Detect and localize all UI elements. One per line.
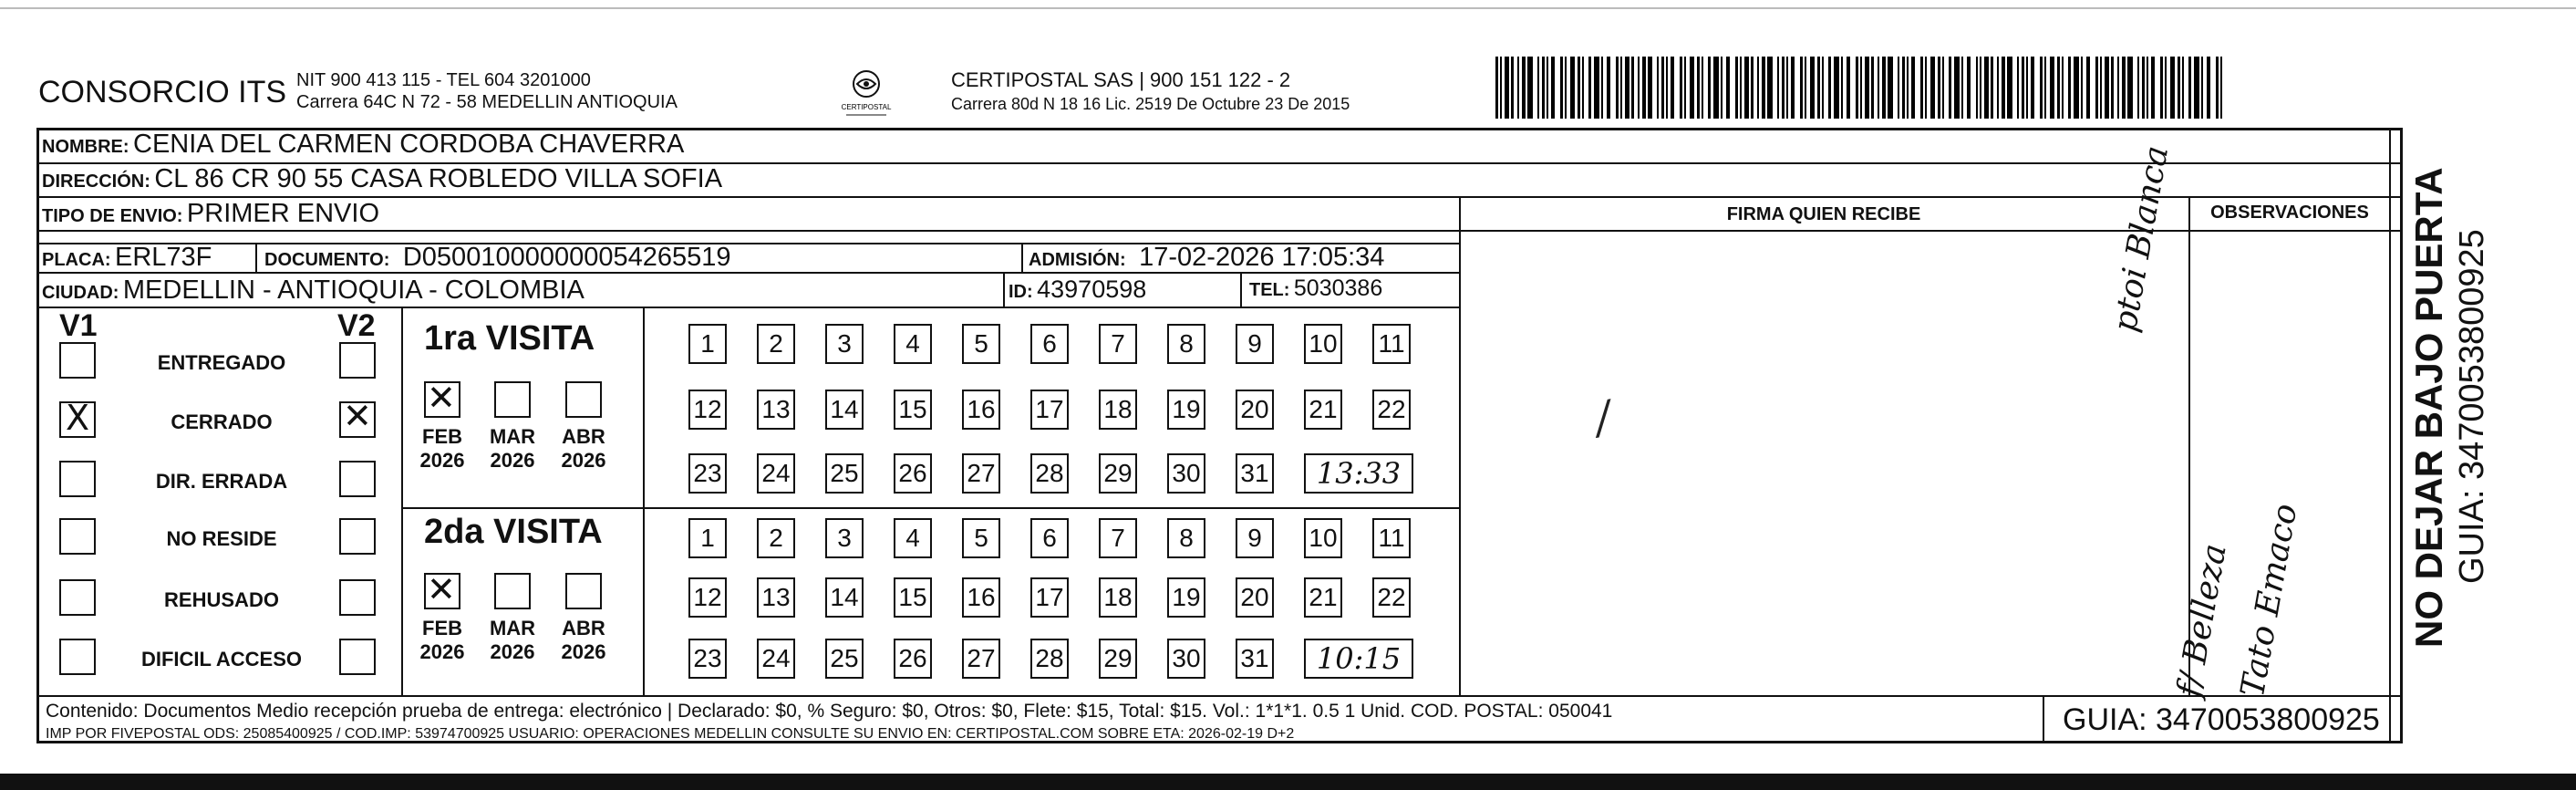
month-year: 2026 — [561, 449, 606, 472]
barcode-bar — [1949, 57, 1951, 119]
documento-label: DOCUMENTO: — [264, 250, 390, 270]
visit-time-box: 10:15 — [1304, 639, 1413, 679]
company-address: Carrera 64C N 72 - 58 MEDELLIN ANTIOQUIA — [296, 92, 678, 112]
certipostal-address: Carrera 80d N 18 16 Lic. 2519 De Octubre 23 De 2015 — [951, 95, 1350, 113]
rule — [401, 307, 403, 696]
day-box[interactable]: 5 — [962, 324, 1000, 364]
barcode-bar — [2050, 57, 2054, 119]
barcode-bar — [2165, 57, 2167, 119]
barcode-bar — [1666, 57, 1668, 119]
barcode-bar — [1991, 57, 1993, 119]
barcode-bar — [1907, 57, 1909, 119]
month-name: MAR — [489, 425, 536, 448]
day-box[interactable]: 24 — [757, 639, 795, 679]
v1-status-checkbox[interactable] — [59, 639, 96, 675]
barcode-bar — [1570, 57, 1575, 119]
barcode-bar — [1500, 57, 1502, 119]
admision-label: ADMISIÓN: — [1029, 250, 1126, 270]
placa-row — [42, 243, 212, 273]
check-mark-icon: X — [66, 398, 90, 438]
v2-status-checkbox[interactable] — [339, 342, 376, 379]
day-box[interactable]: 25 — [825, 453, 864, 494]
barcode-bar — [2022, 57, 2024, 119]
documento-row — [264, 243, 731, 273]
barcode-bar — [1757, 57, 1759, 119]
rule — [643, 307, 645, 696]
month-label — [556, 617, 611, 664]
ciudad-label: CIUDAD: — [42, 283, 119, 303]
month-year: 2026 — [561, 640, 606, 663]
nombre-row — [42, 130, 684, 160]
day-box[interactable]: 28 — [1030, 639, 1069, 679]
barcode-bar — [2100, 57, 2102, 119]
barcode-bar — [2178, 57, 2180, 119]
rule — [36, 196, 2403, 198]
rule — [401, 507, 1459, 509]
barcode-bar — [1713, 57, 1719, 119]
certipostal-name: CERTIPOSTAL SAS | 900 151 122 - 2 — [951, 68, 1291, 91]
barcode-bar — [1888, 57, 1893, 119]
barcode-bar — [1805, 57, 1806, 119]
day-box[interactable]: 29 — [1099, 453, 1137, 494]
barcode-bar — [1898, 57, 1899, 119]
ciudad-row — [42, 275, 585, 306]
barcode-bar — [1786, 57, 1788, 119]
day-box[interactable]: 26 — [894, 453, 932, 494]
barcode-bar — [2105, 57, 2109, 119]
barcode-bar — [1817, 57, 1820, 119]
barcode-bar — [2111, 57, 2114, 119]
day-box[interactable]: 2 — [757, 518, 795, 558]
month-name: FEB — [422, 617, 462, 639]
month-year: 2026 — [490, 449, 535, 472]
barcode-bar — [1721, 57, 1723, 119]
barcode-bar — [1911, 57, 1915, 119]
barcode-bar — [1657, 57, 1659, 119]
v2-status-checkbox[interactable] — [339, 579, 376, 616]
status-label: DIFICIL ACCESO — [140, 648, 302, 670]
day-box[interactable]: 26 — [894, 639, 932, 679]
observaciones-label: OBSERVACIONES — [2210, 203, 2369, 223]
barcode-bar — [2182, 57, 2184, 119]
rule — [2043, 696, 2044, 743]
rule — [2389, 128, 2391, 743]
v1-status-checkbox[interactable] — [59, 579, 96, 616]
rule — [36, 307, 1459, 308]
barcode-bar — [2201, 57, 2203, 119]
check-mark-icon: ✕ — [427, 569, 456, 609]
company-name: CONSORCIO ITS — [38, 75, 287, 109]
barcode-bar — [1938, 57, 1940, 119]
day-box[interactable]: 10 — [1304, 324, 1342, 364]
day-box[interactable]: 29 — [1099, 639, 1137, 679]
direccion-row — [42, 164, 722, 194]
day-box[interactable]: 13 — [757, 577, 795, 618]
firma-label: FIRMA QUIEN RECIBE — [1726, 204, 1921, 224]
day-box[interactable]: 9 — [1236, 324, 1274, 364]
v1-label: V1 — [59, 308, 98, 343]
barcode-bar — [2062, 57, 2064, 119]
tel-label: TEL: — [1249, 280, 1290, 300]
day-box[interactable]: 16 — [962, 390, 1000, 430]
month-label — [415, 425, 470, 473]
admision-value: 17-02-2026 17:05:34 — [1139, 243, 1385, 272]
day-box[interactable]: 5 — [962, 518, 1000, 558]
rule — [255, 244, 257, 273]
check-mark-icon: ✕ — [343, 396, 372, 436]
barcode-bar — [1511, 57, 1514, 119]
day-box[interactable]: 12 — [688, 577, 727, 618]
barcode-bar — [2057, 57, 2060, 119]
day-box[interactable]: 3 — [825, 324, 864, 364]
barcode-bar — [1680, 57, 1682, 119]
barcode-bar — [2068, 57, 2071, 119]
status-label: DIR. ERRADA — [155, 470, 288, 493]
barcode-bar — [1601, 57, 1603, 119]
day-box[interactable]: 7 — [1099, 518, 1137, 558]
barcode-bar — [2002, 57, 2005, 119]
barcode-bar — [1551, 57, 1555, 119]
bottom-bar — [0, 774, 2576, 790]
day-box[interactable]: 31 — [1236, 639, 1274, 679]
footer-imp: IMP POR FIVEPOSTAL ODS: 25085400925 / COD.IMP: 53974700925 USUARIO: OPERACIONES MEDELLIN CONSULTE SU ENVIO EN: CERTIPOSTAL.COM SOBRE ETA: 2026-02-19 D+2 — [46, 726, 1295, 742]
guia-vertical: GUIA: 3470053800925 — [2453, 229, 2491, 584]
barcode-bar — [1565, 57, 1567, 119]
visita1-title: 1ra VISITA — [424, 319, 595, 358]
day-box[interactable]: 4 — [894, 518, 932, 558]
visit-time-box: 13:33 — [1304, 453, 1413, 494]
month-label — [415, 617, 470, 664]
barcode-bar — [1882, 57, 1886, 119]
barcode-bar — [2031, 57, 2034, 119]
day-box[interactable]: 27 — [962, 453, 1000, 494]
barcode-bar — [1834, 57, 1839, 119]
id-row — [1009, 275, 1146, 304]
barcode-bar — [1607, 57, 1610, 119]
barcode-bar — [2117, 57, 2119, 119]
barcode-bar — [1744, 57, 1749, 119]
barcode-bar — [1560, 57, 1563, 119]
barcode-bar — [1997, 57, 1999, 119]
barcode-bar — [2086, 57, 2090, 119]
placa-value: ERL73F — [115, 243, 212, 272]
barcode-bar — [2074, 57, 2079, 119]
barcode-bar — [2151, 57, 2155, 119]
day-box[interactable]: 17 — [1030, 577, 1069, 618]
barcode-bar — [1782, 57, 1785, 119]
signature-mark: / — [1591, 391, 1615, 444]
day-box[interactable]: 11 — [1372, 518, 1411, 558]
footer-guia: GUIA: 3470053800925 — [2063, 702, 2380, 737]
barcode-bar — [1878, 57, 1879, 119]
v2-label: V2 — [337, 308, 376, 343]
barcode-bar — [2026, 57, 2028, 119]
barcode-bar — [1847, 57, 1850, 119]
tel-row — [1249, 275, 1382, 302]
day-box[interactable]: 19 — [1167, 390, 1205, 430]
month-year: 2026 — [419, 640, 465, 663]
barcode-bar — [2040, 57, 2043, 119]
documento-value: D050010000000054265519 — [402, 243, 731, 272]
barcode-bar — [1865, 57, 1869, 119]
barcode-bar — [1690, 57, 1694, 119]
day-box[interactable]: 3 — [825, 518, 864, 558]
barcode-bar — [2081, 57, 2083, 119]
barcode-bar — [1582, 57, 1584, 119]
rule — [36, 230, 2403, 232]
barcode-bar — [1661, 57, 1664, 119]
day-box[interactable]: 24 — [757, 453, 795, 494]
barcode-bar — [1616, 57, 1619, 119]
barcode-bar — [1735, 57, 1738, 119]
month-year: 2026 — [419, 449, 465, 472]
v2-status-checkbox[interactable] — [339, 639, 376, 675]
barcode-bar — [2194, 57, 2199, 119]
barcode-bar — [1777, 57, 1779, 119]
day-box[interactable]: 1 — [688, 518, 727, 558]
barcode-bar — [1671, 57, 1674, 119]
barcode-bar — [2160, 57, 2163, 119]
day-box[interactable]: 27 — [962, 639, 1000, 679]
barcode-bar — [2044, 57, 2046, 119]
barcode-bar — [2127, 57, 2133, 119]
month-checkbox[interactable] — [494, 381, 531, 418]
day-box[interactable]: 1 — [688, 324, 727, 364]
barcode-bar — [2142, 57, 2145, 119]
barcode-bar — [1810, 57, 1815, 119]
barcode-bar — [1495, 57, 1498, 119]
month-name: ABR — [562, 617, 605, 639]
top-rule — [0, 7, 2576, 9]
day-box[interactable]: 20 — [1236, 577, 1274, 618]
barcode-bar — [1702, 57, 1703, 119]
day-box[interactable]: 18 — [1099, 390, 1137, 430]
handwriting-line-3: Tato Emaco — [2234, 501, 2305, 701]
footer-contenido: Contenido: Documentos Medio recepción prueba de entrega: electrónico | Declarado: $0, % Seguro: $0, Otros: $0, Flete: $15, Total: $15. Vol.: 1*1*1. 0.5 1 Unid. COD. POSTAL: 050041 — [46, 701, 1613, 722]
visita2-title: 2da VISITA — [424, 513, 603, 551]
month-name: MAR — [489, 617, 536, 639]
day-box[interactable]: 30 — [1167, 453, 1205, 494]
barcode-bar — [1697, 57, 1700, 119]
status-label: REHUSADO — [164, 588, 279, 611]
barcode-bar — [1517, 57, 1519, 119]
barcode-bar — [1791, 57, 1795, 119]
month-name: FEB — [422, 425, 462, 448]
barcode-bar — [1625, 57, 1629, 119]
barcode-bar — [2095, 57, 2098, 119]
barcode-bar — [2137, 57, 2139, 119]
day-box[interactable]: 14 — [825, 390, 864, 430]
day-box[interactable]: 30 — [1167, 639, 1205, 679]
day-box[interactable]: 6 — [1030, 518, 1069, 558]
barcode-bar — [2188, 57, 2191, 119]
admision-row — [1029, 243, 1384, 273]
day-box[interactable]: 31 — [1236, 453, 1274, 494]
status-label: ENTREGADO — [157, 351, 286, 374]
day-box[interactable]: 28 — [1030, 453, 1069, 494]
check-mark-icon: ✕ — [427, 378, 456, 418]
direccion-label: DIRECCIÓN: — [42, 172, 150, 192]
barcode-bar — [1648, 57, 1653, 119]
barcode-bar — [1902, 57, 1905, 119]
v1-status-checkbox[interactable] — [59, 461, 96, 497]
day-box[interactable]: 18 — [1099, 577, 1137, 618]
barcode-bar — [1638, 57, 1640, 119]
day-box[interactable]: 8 — [1167, 518, 1205, 558]
month-label — [556, 425, 611, 473]
day-box[interactable]: 19 — [1167, 577, 1205, 618]
barcode-bar — [1620, 57, 1622, 119]
id-label: ID: — [1009, 282, 1033, 302]
no-dejar-bajo-puerta: NO DEJAR BAJO PUERTA — [2407, 167, 2450, 648]
day-box[interactable]: 9 — [1236, 518, 1274, 558]
barcode-bar — [1708, 57, 1711, 119]
day-box[interactable]: 21 — [1304, 577, 1342, 618]
barcode-bar — [1841, 57, 1843, 119]
v2-status-checkbox[interactable] — [339, 518, 376, 555]
month-label — [485, 425, 540, 473]
barcode-bar — [1920, 57, 1923, 119]
barcode-bar — [1871, 57, 1874, 119]
placa-label: PLACA: — [42, 250, 111, 270]
barcode-bar — [2220, 57, 2222, 119]
barcode-bar — [2147, 57, 2148, 119]
month-name: ABR — [562, 425, 605, 448]
day-box[interactable]: 4 — [894, 324, 932, 364]
barcode-bar — [1684, 57, 1686, 119]
certipostal-logo — [839, 68, 894, 119]
barcode-bar — [1751, 57, 1754, 119]
rule — [36, 695, 2403, 697]
rule — [1021, 244, 1023, 273]
barcode-bar — [1856, 57, 1858, 119]
barcode-bar — [1740, 57, 1742, 119]
tipo-label: TIPO DE ENVIO: — [42, 206, 183, 226]
day-box[interactable]: 6 — [1030, 324, 1069, 364]
barcode-bar — [1505, 57, 1509, 119]
day-box[interactable]: 17 — [1030, 390, 1069, 430]
tipo-row — [42, 199, 379, 229]
barcode-bar — [1537, 57, 1539, 119]
day-box[interactable]: 23 — [688, 453, 727, 494]
nombre-value: CENIA DEL CARMEN CORDOBA CHAVERRA — [133, 130, 685, 159]
month-checkbox[interactable] — [494, 573, 531, 609]
day-box[interactable]: 10 — [1304, 518, 1342, 558]
tipo-value: PRIMER ENVIO — [186, 199, 380, 228]
barcode-bar — [1954, 57, 1960, 119]
rule — [1003, 273, 1005, 307]
barcode-bar — [1527, 57, 1533, 119]
barcode-bar — [1594, 57, 1599, 119]
barcode-bar — [2122, 57, 2126, 119]
day-box[interactable]: 23 — [688, 639, 727, 679]
nombre-label: NOMBRE: — [42, 137, 129, 157]
barcode-bar — [2017, 57, 2019, 119]
barcode-bar — [1578, 57, 1580, 119]
day-box[interactable]: 22 — [1372, 390, 1411, 430]
month-label — [485, 617, 540, 664]
barcode-bar — [1547, 57, 1548, 119]
barcode-bar — [1522, 57, 1526, 119]
day-box[interactable]: 15 — [894, 577, 932, 618]
barcode-bar — [1642, 57, 1646, 119]
barcode-bar — [1961, 57, 1963, 119]
barcode-bar — [1984, 57, 1989, 119]
day-box[interactable]: 25 — [825, 639, 864, 679]
day-box[interactable]: 22 — [1372, 577, 1411, 618]
handwriting-line-1: ptoi Blanca — [2106, 142, 2177, 336]
barcode-bar — [1980, 57, 1981, 119]
barcode-bar — [1542, 57, 1545, 119]
tel-value: 5030386 — [1293, 275, 1383, 301]
direccion-value: CL 86 CR 90 55 CASA ROBLEDO VILLA SOFIA — [154, 164, 723, 193]
id-value: 43970598 — [1037, 275, 1147, 303]
rule — [1459, 197, 1461, 696]
barcode-bar — [1588, 57, 1591, 119]
barcode-bar — [2216, 57, 2219, 119]
barcode-bar — [1976, 57, 1979, 119]
barcode-bar — [2207, 57, 2210, 119]
barcode-bar — [1800, 57, 1803, 119]
ciudad-value: MEDELLIN - ANTIOQUIA - COLOMBIA — [122, 275, 585, 305]
barcode-bar — [1925, 57, 1927, 119]
day-box[interactable]: 2 — [757, 324, 795, 364]
barcode-bar — [1967, 57, 1971, 119]
barcode-bar — [1631, 57, 1634, 119]
barcode-bar — [1942, 57, 1944, 119]
status-label: CERRADO — [171, 411, 273, 433]
day-box[interactable]: 14 — [825, 577, 864, 618]
handwriting-line-2: f/ Belleza — [2170, 541, 2234, 701]
day-box[interactable]: 16 — [962, 577, 1000, 618]
barcode-bar — [2007, 57, 2012, 119]
barcode-bar — [1828, 57, 1831, 119]
month-checkbox[interactable] — [565, 381, 602, 418]
month-year: 2026 — [490, 640, 535, 663]
barcode-bar — [1930, 57, 1935, 119]
month-checkbox[interactable] — [565, 573, 602, 609]
barcode-bar — [1762, 57, 1765, 119]
day-box[interactable]: 8 — [1167, 324, 1205, 364]
day-box[interactable]: 20 — [1236, 390, 1274, 430]
company-nit-tel: NIT 900 413 115 - TEL 604 3201000 — [296, 70, 591, 90]
v1-status-checkbox[interactable] — [59, 518, 96, 555]
day-box[interactable]: 11 — [1372, 324, 1411, 364]
barcode — [1495, 57, 2225, 119]
barcode-bar — [1726, 57, 1730, 119]
v1-status-checkbox[interactable] — [59, 342, 96, 379]
day-box[interactable]: 7 — [1099, 324, 1137, 364]
day-box[interactable]: 15 — [894, 390, 932, 430]
day-box[interactable]: 12 — [688, 390, 727, 430]
v2-status-checkbox[interactable] — [339, 461, 376, 497]
barcode-bar — [1860, 57, 1862, 119]
barcode-bar — [1767, 57, 1773, 119]
day-box[interactable]: 21 — [1304, 390, 1342, 430]
barcode-bar — [1822, 57, 1824, 119]
status-label: NO RESIDE — [166, 527, 277, 550]
rule — [1240, 273, 1242, 307]
barcode-bar — [2170, 57, 2175, 119]
day-box[interactable]: 13 — [757, 390, 795, 430]
svg-text:CERTIPOSTAL: CERTIPOSTAL — [841, 103, 892, 111]
